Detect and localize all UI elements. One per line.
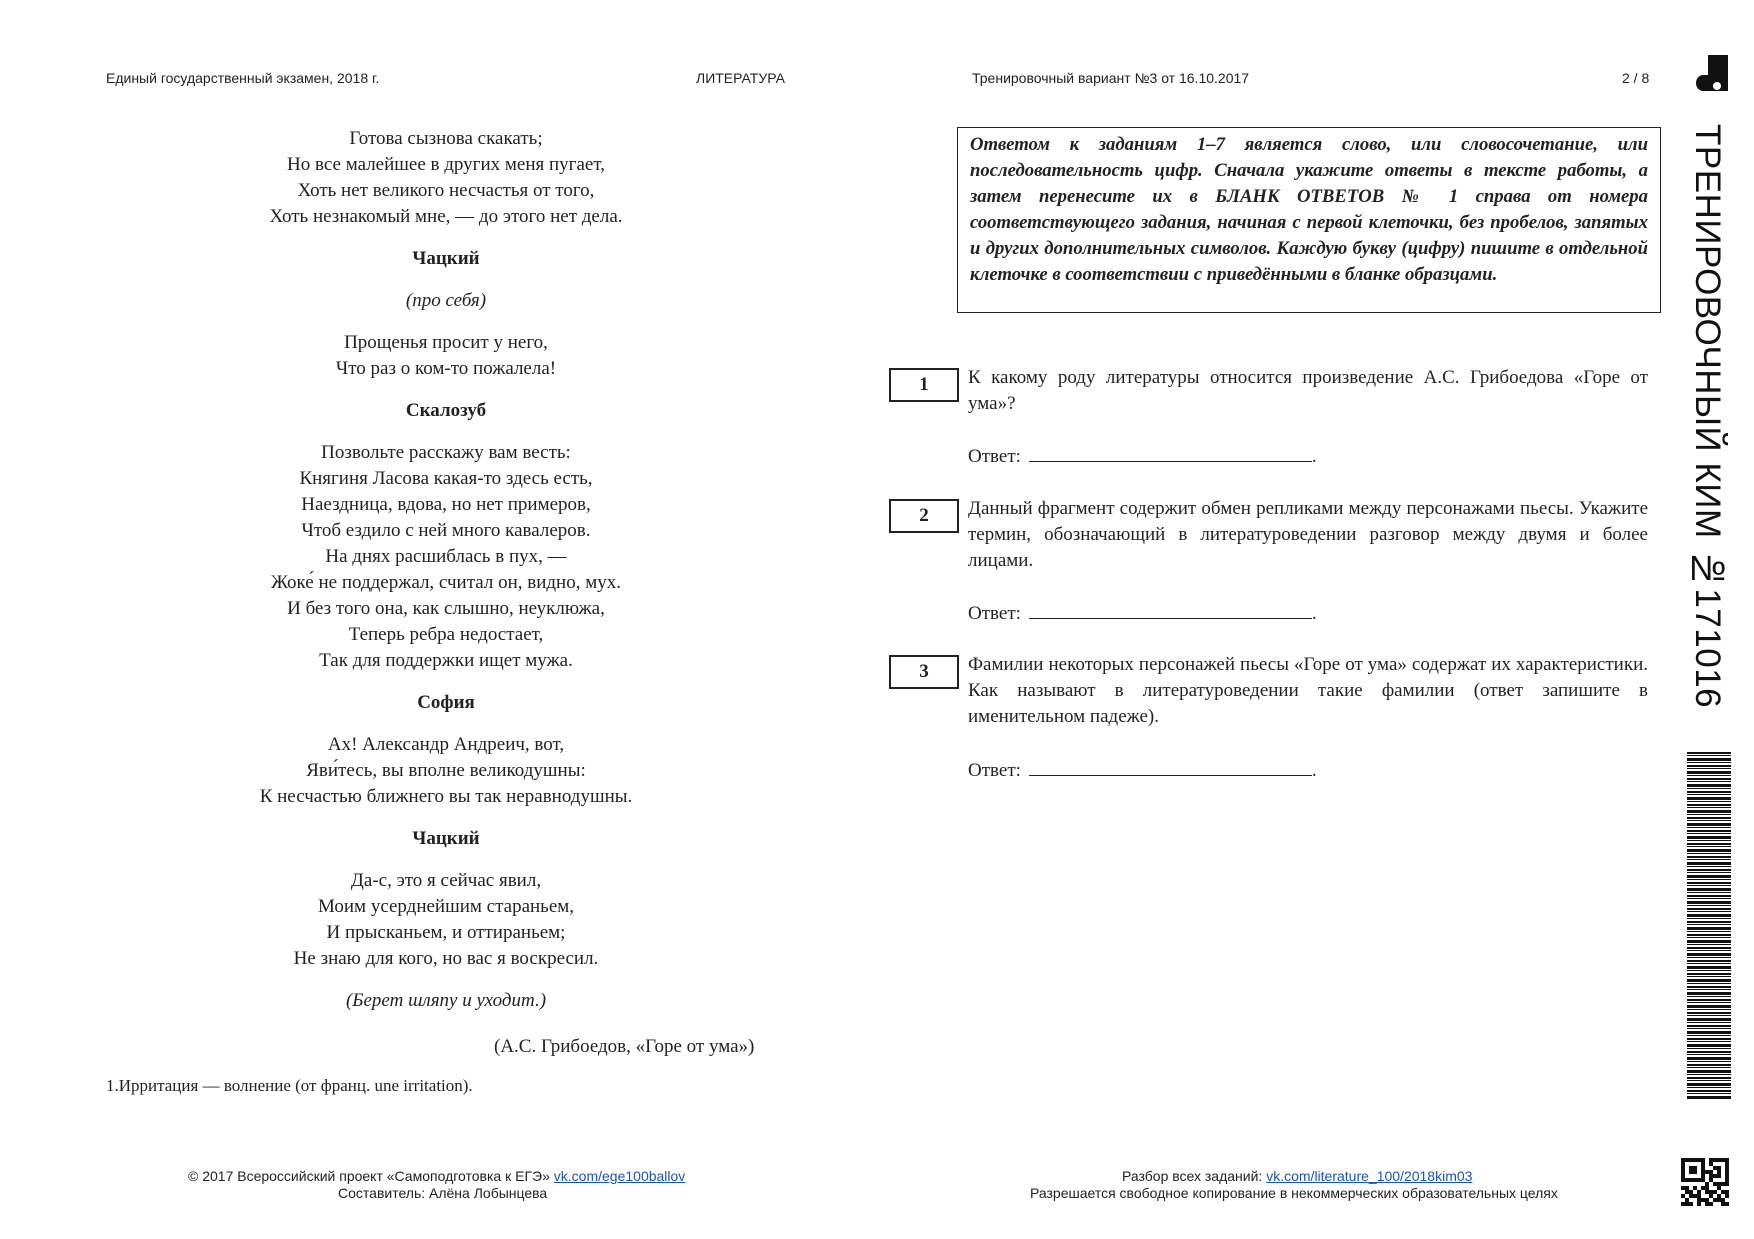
question-number-2: 2 bbox=[889, 499, 959, 533]
logo-icon bbox=[1696, 55, 1728, 91]
answer-label: Ответ: bbox=[968, 446, 1021, 467]
poem-line: Так для поддержки ищет мужа. bbox=[319, 650, 573, 671]
speaker-skalozub: Скалозуб bbox=[405, 400, 487, 421]
answer-line-1 bbox=[968, 444, 1317, 468]
poem-block-5 bbox=[230, 868, 662, 972]
poem-line: Не знаю для кого, но вас я воскресил. bbox=[293, 948, 599, 969]
footer-link-analysis[interactable]: vk.com/literature_100/2018kim03 bbox=[1266, 1168, 1473, 1184]
question-text-1: К какому роду литературы относится произведение А.С. Грибоедова «Горе от ума»? bbox=[968, 367, 1648, 414]
poem-line: Чтоб ездило с ней много кавалеров. bbox=[301, 520, 591, 541]
speaker-chatsky: Чацкий bbox=[412, 248, 480, 269]
poem-line: На днях расшиблась в пух, — bbox=[325, 546, 567, 567]
answer-label: Ответ: bbox=[968, 760, 1021, 781]
footer-analysis bbox=[1122, 1168, 1472, 1184]
footer-analysis-text: Разбор всех заданий: bbox=[1122, 1168, 1263, 1184]
question-number-1: 1 bbox=[889, 368, 959, 402]
poem-line: Хоть нет великого несчастья от того, bbox=[297, 180, 595, 201]
answer-field-3[interactable] bbox=[1029, 758, 1312, 776]
poem-line: Что раз о ком-то пожалела! bbox=[335, 358, 557, 379]
stage-direction-exit: (Берет шляпу и уходит.) bbox=[345, 990, 547, 1011]
question-text-2: Данный фрагмент содержит обмен репликами между персонажами пьесы. Укажите термин, обозначающий в литературоведении разговор между двумя и более лицами. bbox=[968, 498, 1648, 571]
header-exam-title: Единый государственный экзамен, 2018 г. bbox=[106, 70, 380, 86]
poem-block-1 bbox=[230, 126, 662, 230]
footnote: 1.Ирритация — волнение (от франц. une irritation). bbox=[106, 1076, 473, 1095]
footer-link-ege100ballov[interactable]: vk.com/ege100ballov bbox=[553, 1168, 686, 1184]
question-text-3: Фамилии некоторых персонажей пьесы «Горе от ума» содержат их характеристики. Как называют в литературоведении такие фамилии (ответ запишите в именительном падеже). bbox=[968, 654, 1648, 727]
barcode-icon bbox=[1687, 752, 1731, 1100]
header-page-number: 2 / 8 bbox=[1622, 70, 1650, 86]
poem-line: И без того она, как слышно, неуклюжа, bbox=[287, 598, 605, 619]
poem-line: Но все малейшее в других меня пугает, bbox=[287, 154, 605, 175]
answer-end: . bbox=[1311, 603, 1317, 624]
header-subject: ЛИТЕРАТУРА bbox=[696, 70, 785, 86]
footer-license: Разрешается свободное копирование в некоммерческих образовательных целях bbox=[1030, 1185, 1558, 1201]
answer-end: . bbox=[1311, 446, 1317, 467]
qr-code-icon bbox=[1681, 1158, 1729, 1206]
poem-line: Наездница, вдова, но нет примеров, bbox=[301, 494, 591, 515]
header-variant: Тренировочный вариант №3 от 16.10.2017 bbox=[972, 70, 1250, 86]
footer-copyright-text: © 2017 Всероссийский проект «Самоподготовка к ЕГЭ» bbox=[188, 1168, 550, 1184]
poem-line: Жоке́ не поддержал, считал он, видно, мух. bbox=[270, 572, 621, 593]
poem-line: И прысканьем, и оттираньем; bbox=[326, 922, 566, 943]
poem-line: Ах! Александр Андреич, вот, bbox=[327, 734, 565, 755]
poem-line: Княгиня Ласова какая-то здесь есть, bbox=[299, 468, 593, 489]
stage-direction: (про себя) bbox=[405, 290, 487, 311]
answer-field-1[interactable] bbox=[1029, 444, 1312, 462]
poem-text bbox=[230, 126, 662, 1014]
speaker-chatsky-2: Чацкий bbox=[412, 828, 480, 849]
poem-block-4 bbox=[230, 732, 662, 810]
poem-line: Теперь ребра недостает, bbox=[348, 624, 544, 645]
answer-field-2[interactable] bbox=[1029, 601, 1312, 619]
speaker-sofia: София bbox=[417, 692, 475, 713]
vertical-title: ТРЕНИРОВОЧНЫЙ КИМ №171016 bbox=[1688, 124, 1727, 709]
footer-copyright bbox=[188, 1168, 685, 1184]
answer-end: . bbox=[1311, 760, 1317, 781]
question-number-3: 3 bbox=[889, 655, 959, 689]
poem-line: Готова сызнова скакать; bbox=[349, 128, 543, 149]
answer-line-3 bbox=[968, 758, 1317, 782]
footer-author: Составитель: Алёна Лобынцева bbox=[338, 1185, 548, 1201]
poem-line: Позвольте расскажу вам весть: bbox=[321, 442, 571, 463]
answer-line-2 bbox=[968, 601, 1317, 625]
instructions-box: Ответом к заданиям 1–7 является слово, или словосочетание, или последовательность цифр. Сначала укажите ответы в тексте работы, а затем перенесите их в БЛАНК ОТВЕТОВ № 1 справа от номера соответствующего задания, начиная с первой клеточки, без пробелов, запятых и других дополнительных символов. Каждую букву (цифру) пишите в отдельной клеточке в соответствии с приведёнными в бланке образцами. bbox=[957, 127, 1661, 313]
answer-label: Ответ: bbox=[968, 603, 1021, 624]
poem-line: Яви́тесь, вы вполне великодушны: bbox=[306, 760, 586, 781]
poem-line: К несчастью ближнего вы так неравнодушны. bbox=[259, 786, 633, 807]
poem-line: Моим усерднейшим стараньем, bbox=[317, 896, 575, 917]
poem-attribution: (А.С. Грибоедов, «Горе от ума») bbox=[494, 1036, 755, 1057]
poem-block-2 bbox=[230, 330, 662, 382]
poem-block-3 bbox=[230, 440, 662, 674]
poem-line: Хоть незнакомый мне, — до этого нет дела. bbox=[269, 206, 623, 227]
poem-line: Прощенья просит у него, bbox=[344, 332, 548, 353]
poem-line: Да-с, это я сейчас явил, bbox=[350, 870, 542, 891]
